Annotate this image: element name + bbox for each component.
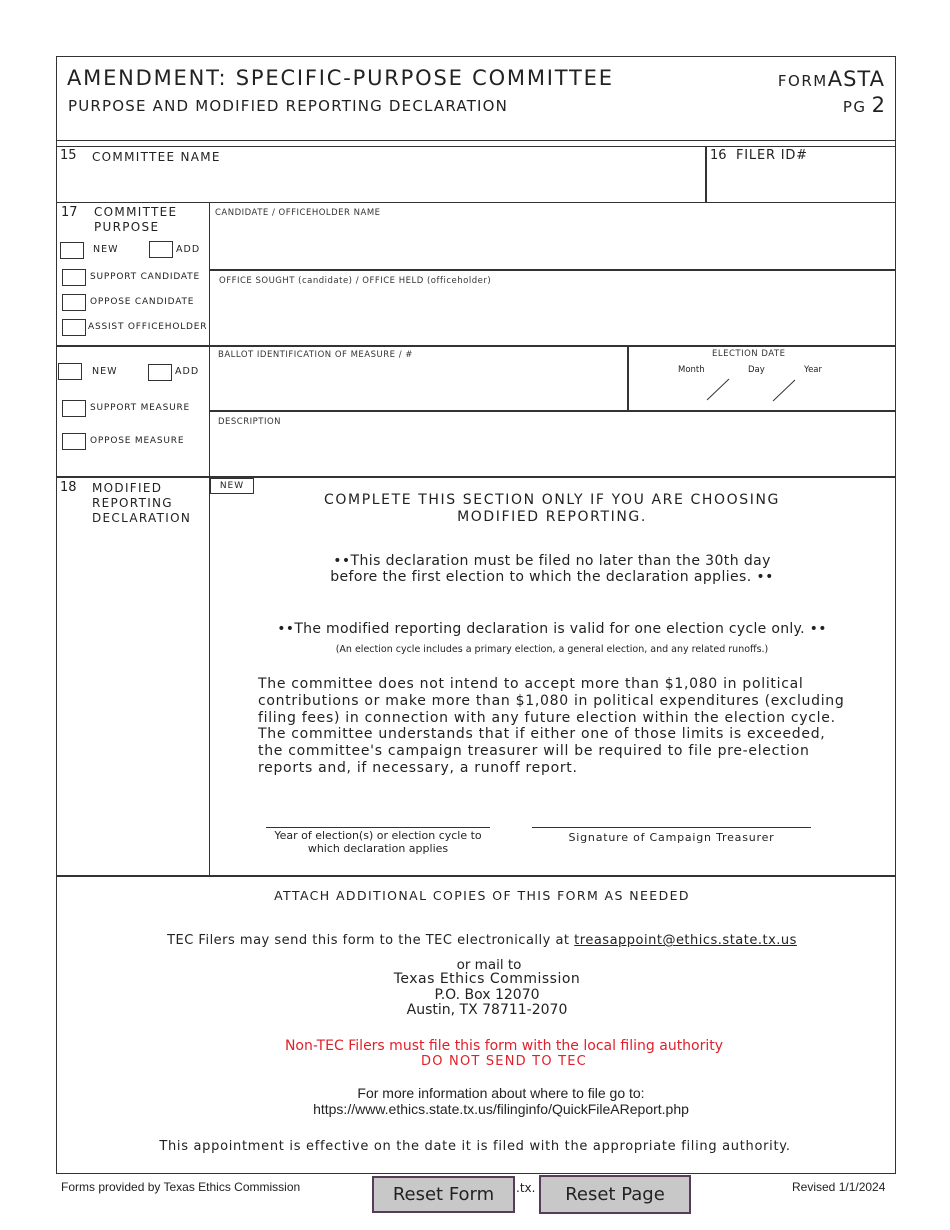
page-number <box>843 93 885 117</box>
modified-label-3: DECLARATION <box>92 511 192 525</box>
signature-label: Signature of Campaign Treasurer <box>568 831 775 844</box>
validity-note: ••The modified reporting declaration is valid for one election cycle only. •• <box>277 621 827 637</box>
section18-bottom <box>56 875 895 877</box>
declaration-line-1: The committee does not intend to accept more than $1,080 in political <box>258 676 804 692</box>
tec-filers-line <box>56 933 908 948</box>
candidate-row-divider <box>209 269 895 271</box>
form-prefix: FORM <box>777 72 828 90</box>
ballot-identification-label: BALLOT IDENTIFICATION OF MEASURE / # <box>218 350 413 360</box>
candidate-block-bottom <box>56 345 895 347</box>
measure-add-label: ADD <box>175 366 200 377</box>
section-18-number: 18 <box>60 480 77 495</box>
committee-purpose-label-2: PURPOSE <box>94 220 160 234</box>
measure-new-checkbox[interactable] <box>58 363 82 380</box>
deadline-note-1: ••This declaration must be filed no later than the 30th day <box>333 553 771 569</box>
modified-label-2: REPORTING <box>92 496 173 510</box>
form-subtitle: PURPOSE AND MODIFIED REPORTING DECLARATION <box>68 97 509 115</box>
tec-email-link[interactable]: treasappoint@ethics.state.tx.us <box>574 933 797 948</box>
non-tec-note: Non-TEC Filers must file this form with the local filing authority <box>284 1038 724 1054</box>
election-date-divider <box>627 346 629 411</box>
description-label: DESCRIPTION <box>218 417 282 427</box>
form-title: AMENDMENT: SPECIFIC-PURPOSE COMMITTEE <box>67 66 614 90</box>
page-number-value: 2 <box>871 93 885 117</box>
candidate-name-input[interactable] <box>215 226 889 264</box>
candidate-name-label: CANDIDATE / OFFICEHOLDER NAME <box>215 208 381 218</box>
declaration-line-2: contributions or make more than $1,080 in political expenditures (excluding <box>258 692 845 709</box>
description-input[interactable] <box>218 434 888 470</box>
partial-url-text: .tx. <box>516 1181 536 1195</box>
new-tag-label: NEW <box>219 481 245 491</box>
more-info-text: For more information about where to file go to: <box>357 1085 645 1101</box>
measure-block-bottom <box>56 476 895 478</box>
address-line-2: P.O. Box 12070 <box>434 987 540 1003</box>
office-sought-input[interactable] <box>219 292 889 338</box>
form-code-value: ASTA <box>827 67 885 91</box>
section-15-number: 15 <box>60 148 77 163</box>
support-measure-label: SUPPORT MEASURE <box>90 403 191 413</box>
office-sought-label: OFFICE SOUGHT (candidate) / OFFICE HELD (officeholder) <box>219 276 492 286</box>
oppose-candidate-label: OPPOSE CANDIDATE <box>90 297 195 307</box>
effective-note: This appointment is effective on the date it is filed with the appropriate filing authority. <box>159 1139 791 1154</box>
ballot-identification-input[interactable] <box>218 368 622 404</box>
section18-heading-1: COMPLETE THIS SECTION ONLY IF YOU ARE CHOOSING <box>324 492 780 508</box>
attach-copies-note: ATTACH ADDITIONAL COPIES OF THIS FORM AS NEEDED <box>274 888 690 903</box>
signature-line <box>532 827 811 828</box>
header-divider-2 <box>56 146 895 147</box>
date-slash-2 <box>773 380 795 401</box>
section-17-number: 17 <box>61 205 78 220</box>
assist-officeholder-checkbox[interactable] <box>62 319 86 336</box>
filer-id-label: FILER ID# <box>736 148 808 163</box>
modified-label-1: MODIFIED <box>92 481 163 495</box>
year-label: Year <box>804 365 822 375</box>
support-candidate-checkbox[interactable] <box>62 269 86 286</box>
election-year-line <box>266 827 490 828</box>
forms-provided-text: Forms provided by Texas Ethics Commission <box>61 1180 301 1194</box>
committee-name-input[interactable] <box>92 170 696 196</box>
declaration-line-4: The committee understands that if either one of those limits is exceeded, <box>258 726 826 743</box>
date-slash-1 <box>707 379 729 400</box>
support-measure-checkbox[interactable] <box>62 400 86 417</box>
candidate-new-checkbox[interactable] <box>60 242 84 259</box>
committee-purpose-label-1: COMMITTEE <box>94 205 178 219</box>
deadline-note-2: before the first election to which the declaration applies. •• <box>330 569 774 585</box>
committee-name-label: COMMITTEE NAME <box>92 150 221 164</box>
election-year-label-2: which declaration applies <box>307 842 449 855</box>
revised-date: Revised 1/1/2024 <box>792 1180 886 1194</box>
month-label: Month <box>678 365 705 375</box>
address-line-1: Texas Ethics Commission <box>393 971 581 987</box>
election-cycle-note: (An election cycle includes a primary election, a general election, and any related runoffs.) <box>335 644 769 655</box>
candidate-new-label: NEW <box>93 244 119 255</box>
declaration-paragraph <box>258 676 878 777</box>
declaration-line-3: filing fees) in connection with any future election within the election cycle. <box>258 709 836 726</box>
filer-id-input[interactable] <box>712 170 892 196</box>
ballot-row-divider <box>209 410 895 412</box>
form-code <box>778 67 885 91</box>
do-not-send-note: DO NOT SEND TO TEC <box>421 1054 587 1069</box>
row15-bottom <box>56 202 895 203</box>
declaration-line-5: the committee's campaign treasurer will be required to file pre-election <box>258 743 810 760</box>
left-column-divider <box>209 203 210 876</box>
assist-officeholder-label: ASSIST OFFICEHOLDER <box>88 322 208 332</box>
page-prefix: PG <box>842 98 867 116</box>
oppose-measure-label: OPPOSE MEASURE <box>90 436 185 446</box>
more-info-url: https://www.ethics.state.tx.us/filinginfo/QuickFileAReport.php <box>313 1101 689 1117</box>
election-year-input[interactable] <box>266 804 494 828</box>
or-mail-to: or mail to <box>456 957 522 973</box>
treasurer-signature-input[interactable] <box>532 804 815 828</box>
address-line-3: Austin, TX 78711-2070 <box>406 1002 568 1018</box>
oppose-candidate-checkbox[interactable] <box>62 294 86 311</box>
election-year-label-1: Year of election(s) or election cycle to <box>274 829 482 842</box>
tec-filers-text: TEC Filers may send this form to the TEC electronically at <box>167 933 575 948</box>
measure-new-label: NEW <box>92 366 118 377</box>
candidate-add-checkbox[interactable] <box>149 241 173 258</box>
section-16-number: 16 <box>710 148 727 163</box>
section18-heading-2: MODIFIED REPORTING. <box>457 509 647 525</box>
filer-id-divider <box>705 146 707 202</box>
support-candidate-label: SUPPORT CANDIDATE <box>90 272 200 282</box>
candidate-add-label: ADD <box>176 244 201 255</box>
election-date-label: ELECTION DATE <box>712 349 786 359</box>
oppose-measure-checkbox[interactable] <box>62 433 86 450</box>
measure-add-checkbox[interactable] <box>148 364 172 381</box>
day-label: Day <box>748 365 765 375</box>
header-divider <box>56 140 895 141</box>
date-separators <box>700 376 800 406</box>
declaration-line-6: reports and, if necessary, a runoff report. <box>258 759 578 776</box>
reset-form-button[interactable]: Reset Form <box>372 1176 515 1213</box>
reset-page-button[interactable]: Reset Page <box>539 1175 691 1214</box>
